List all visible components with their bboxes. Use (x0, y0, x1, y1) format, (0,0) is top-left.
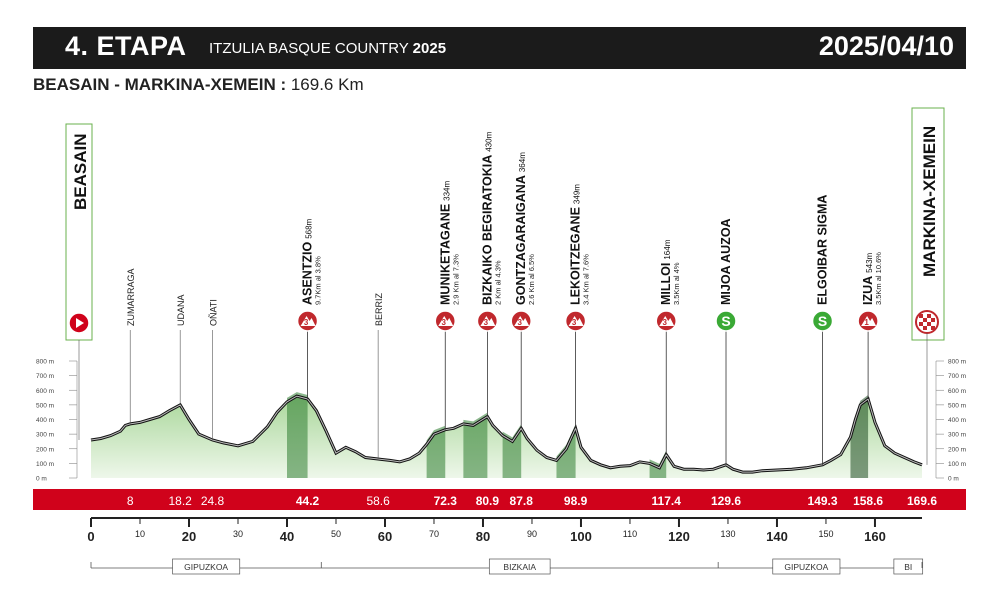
km-marker-label: 149.3 (807, 494, 838, 508)
finish-flag-square (931, 326, 935, 330)
km-marker-label: 8 (126, 494, 134, 508)
km-marker-label: 72.3 (433, 494, 457, 508)
km-marker-label: 117.4 (651, 494, 681, 508)
x-tick-label: 60 (377, 529, 393, 544)
place-name: BERRIZ (374, 292, 385, 326)
km-marker-label: 98.9 (563, 494, 588, 508)
sprint-badge-letter: S (817, 313, 828, 329)
climb-label (659, 239, 681, 305)
km-marker-label: 24.8 (200, 494, 225, 508)
climb-label (514, 152, 536, 305)
x-tick-label: 120 (668, 529, 690, 544)
place-name: OÑATI (208, 299, 219, 326)
x-tick-label: 140 (766, 529, 788, 544)
region-name: GIPUZKOA (784, 562, 829, 572)
climb-detail: 2.9 Km al 7.3% (451, 254, 461, 305)
climb-name: BIZKAIKO BEGIRATOKIA430m (480, 131, 495, 305)
climb-altitude: 349m (572, 184, 582, 205)
y-tick-label-right: 400 m (948, 417, 967, 424)
y-tick-label-right: 100 m (948, 460, 967, 468)
x-tick-label: 80 (475, 529, 491, 544)
x-tick-label: 50 (330, 529, 341, 539)
climb-altitude: 364m (518, 152, 528, 173)
climb-detail: 3.5Km al 4% (672, 262, 682, 305)
climb-label (480, 131, 502, 305)
x-tick-label: 110 (622, 529, 638, 539)
y-tick-label-left: 100 m (36, 460, 55, 468)
climb-name: ASENTZIO568m (300, 218, 315, 305)
km-marker-label: 80.9 (475, 494, 500, 508)
place-name: ZUMARRAGA (126, 268, 137, 326)
y-tick-label-left: 400 m (36, 417, 55, 424)
region-name: BI (904, 562, 913, 572)
climb-detail: 2 Km al 4.3% (493, 260, 503, 305)
x-tick-label: 40 (279, 529, 295, 544)
stage-date: 2025/04/10 (818, 31, 954, 61)
sprint-badge-letter: S (721, 313, 731, 329)
x-tick-label: 10 (134, 529, 146, 539)
place-name: UDANA (176, 294, 187, 326)
climb-detail: 2.6 Km al 6.5% (527, 254, 537, 305)
climb-name: IZUA543m (861, 252, 876, 305)
y-tick-label-right: 800 m (948, 358, 967, 366)
stage-number: 4. ETAPA (65, 31, 187, 61)
route-colon: : (275, 75, 291, 94)
x-tick-label: 70 (428, 529, 439, 539)
climb-name: MUNIKETAGANE334m (438, 180, 453, 305)
climb-detail: 3.4 Km al 7.6% (581, 254, 591, 305)
climb-name: MILLOI164m (659, 239, 674, 305)
climb-name: MIJOA AUZOA (719, 218, 734, 305)
y-tick-label-left: 200 m (36, 446, 55, 454)
y-tick-label-left: 700 m (36, 373, 55, 381)
finish-flag-square (931, 318, 935, 322)
y-tick-label-right: 500 m (948, 402, 967, 410)
finish-flag-square (919, 314, 923, 318)
km-marker-label: 58.6 (366, 494, 390, 508)
y-tick-label-left: 500 m (36, 402, 55, 410)
y-tick-label-left: 300 m (36, 431, 55, 439)
km-marker-label: 18.2 (168, 494, 192, 508)
climb-label (301, 218, 323, 305)
finish-flag-square (923, 318, 927, 322)
finish-flag-square (923, 326, 927, 330)
start-label: BEASAIN (71, 133, 90, 210)
climb-category-number: 3 (483, 318, 489, 327)
climb-detail: 3.5Km al 10.6% (874, 252, 884, 305)
x-tick-label: 150 (818, 529, 834, 539)
route-separator: - (109, 75, 125, 94)
climb-category-number: 3 (441, 318, 446, 327)
y-tick-label-right: 0 m (948, 475, 959, 483)
x-tick-label: 160 (864, 529, 886, 544)
km-marker-label: 44.2 (295, 494, 320, 508)
km-marker-label: 169.6 (906, 494, 938, 508)
climb-category-number: 3 (303, 318, 309, 327)
climb-category-number: 3 (662, 318, 667, 327)
climb-label (719, 218, 733, 305)
climb-label (816, 195, 830, 305)
race-year: 2025 (412, 40, 447, 57)
region-name: GIPUZKOA (184, 562, 229, 572)
y-tick-label-left: 0 m (36, 475, 47, 483)
climb-altitude: 568m (304, 218, 314, 239)
climb-name: GONTZAGARAIGANA364m (514, 152, 529, 305)
region-name: BIZKAIA (503, 562, 537, 572)
route-distance: 169.6 Km (290, 75, 364, 94)
x-tick-label: 30 (232, 529, 244, 539)
km-marker-label: 129.6 (710, 494, 742, 508)
climb-shading (287, 392, 308, 478)
y-tick-label-left: 600 m (36, 387, 55, 395)
finish-flag-square (927, 314, 931, 318)
x-tick-label: 90 (526, 529, 537, 539)
km-marker-label: 158.6 (853, 494, 884, 508)
climb-altitude: 334m (442, 180, 452, 201)
climb-altitude: 430m (484, 131, 494, 152)
finish-label: MARKINA-XEMEIN (920, 125, 939, 277)
finish-label-group (920, 126, 939, 277)
start-label-group (71, 133, 90, 210)
climb-category-number: 3 (517, 318, 522, 327)
y-tick-label-right: 700 m (948, 373, 967, 381)
y-tick-label-right: 200 m (948, 446, 967, 454)
finish-flag-square (927, 322, 931, 326)
place-label (374, 292, 384, 326)
climb-name: LEKOITZEGANE349m (568, 184, 583, 305)
climb-category-number: 3 (571, 318, 577, 327)
climb-altitude: 543m (865, 252, 875, 273)
x-tick-label: 130 (720, 529, 736, 539)
km-marker-label: 87.8 (509, 494, 533, 508)
x-tick-label: 20 (181, 529, 197, 544)
place-label (209, 299, 219, 326)
finish-flag-square (919, 322, 923, 326)
y-tick-label-right: 600 m (948, 387, 967, 395)
climb-label (861, 252, 883, 305)
place-label (176, 294, 186, 326)
climb-altitude: 164m (663, 239, 673, 260)
race-title: ITZULIA BASQUE COUNTRY (209, 40, 409, 57)
climb-name: ELGOIBAR SIGMA (815, 194, 830, 305)
x-tick-label: 0 (87, 529, 95, 544)
route-finish: MARKINA-XEMEIN (124, 75, 276, 94)
climb-label (438, 180, 460, 305)
y-tick-label-left: 800 m (36, 358, 55, 366)
route-start: BEASAIN (33, 75, 110, 94)
climb-detail: 9.7Km al 3.8% (313, 256, 323, 305)
y-tick-label-right: 300 m (948, 431, 967, 439)
x-tick-label: 100 (570, 529, 592, 544)
place-label (126, 268, 136, 326)
climb-label (569, 184, 591, 305)
climb-category-number: 1 (864, 318, 869, 327)
